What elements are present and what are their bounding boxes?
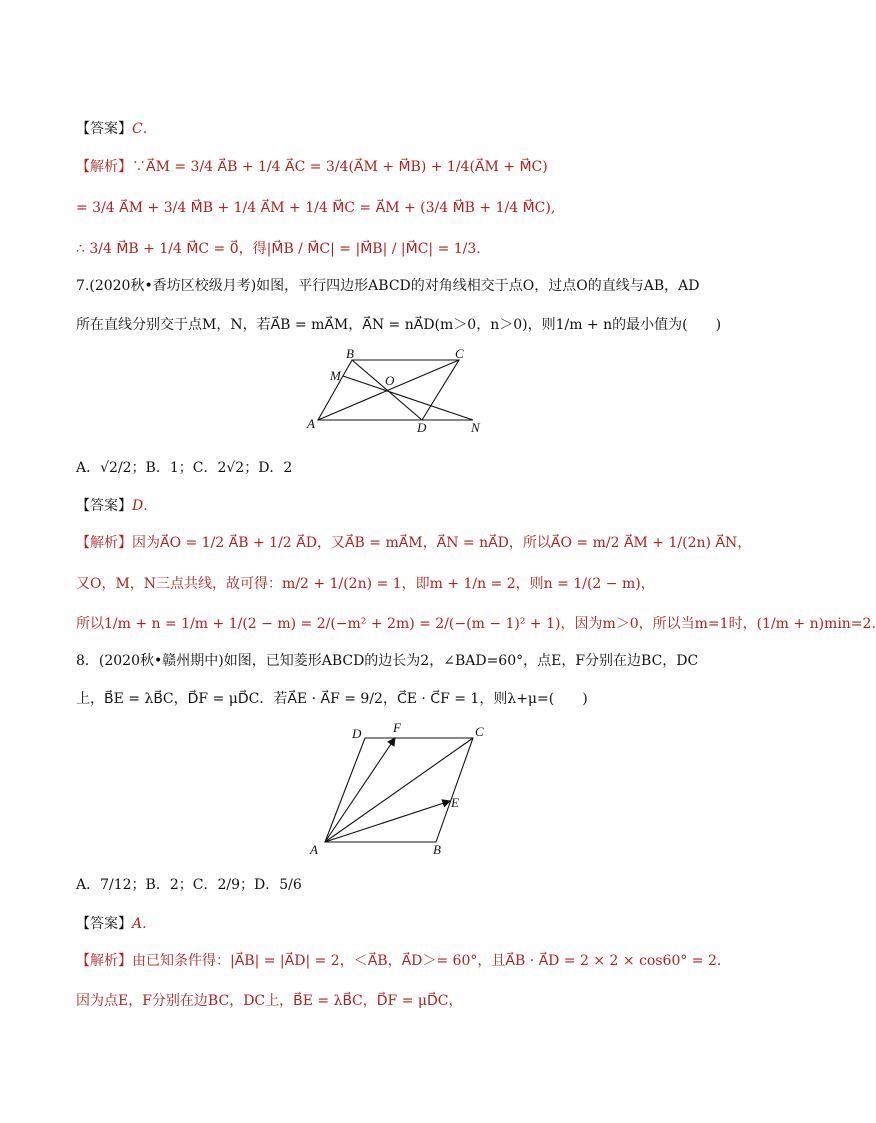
solution-6-line-1: 【解析】∵A⃗M = 3/4 A⃗B + 1/4 A⃗C = 3/4(A⃗M + M⃗B) + 1/4(A⃗M + M⃗C) — [76, 159, 548, 175]
diagonal-bd — [352, 360, 422, 420]
label-b: B — [346, 346, 354, 361]
answer-8: 【答案】A. — [76, 916, 147, 932]
label-f: F — [393, 720, 401, 735]
label-d: D — [417, 420, 427, 435]
label-n: N — [471, 420, 480, 435]
label-e: E — [451, 795, 459, 810]
question-7-line-1: 7.(2020秋•香坊区校级月考)如图，平行四边形ABCD的对角线相交于点O，过点O的直线与AB，AD — [76, 278, 700, 294]
vector-ac — [325, 738, 473, 842]
solution-6-line-2: = 3/4 A⃗M + 3/4 M⃗B + 1/4 A⃗M + 1/4 M⃗C = A⃗M + (3/4 M⃗B + 1/4 M⃗C), — [76, 200, 556, 216]
label-c: C — [475, 724, 484, 739]
answer-7: 【答案】D. — [76, 498, 148, 514]
solution-7-line-2: 又O，M，N三点共线，故可得：m/2 + 1/(2n) = 1，即m + 1/n = 2，则n = 1/(2 − m)， — [76, 576, 655, 592]
answer-6: 【答案】C. — [76, 121, 148, 137]
answer-7-value: D. — [132, 498, 148, 514]
figure-rhombus — [300, 718, 500, 858]
vector-af — [325, 738, 395, 842]
solution-6-line-3: ∴ 3/4 M⃗B + 1/4 M⃗C = 0⃗，得|M⃗B / M⃗C| = |M⃗B| / |M⃗C| = 1/3. — [76, 241, 481, 257]
solution-8-line-2: 因为点E，F分别在边BC，DC上，B⃗E = λB⃗C，D⃗F = μD⃗C， — [76, 993, 463, 1009]
solution-7-line-1: 【解析】因为A⃗O = 1/2 A⃗B + 1/2 A⃗D，又A⃗B = mA⃗M，A⃗N = nA⃗D，所以A⃗O = m/2 A⃗M + 1/(2n) A⃗N， — [76, 535, 752, 551]
answer-6-value: C. — [132, 121, 148, 137]
label-a: A — [310, 842, 318, 857]
label-c: C — [455, 346, 464, 361]
vector-ae — [325, 801, 450, 842]
question-8-line-1: 8．(2020秋•赣州期中)如图，已知菱形ABCD的边长为2，∠BAD=60°，点E，F分别在边BC，DC — [76, 653, 699, 669]
figure-parallelogram — [305, 346, 495, 435]
label-a: A — [307, 416, 315, 431]
options-7: A．√2/2；B．1；C．2√2；D．2 — [76, 460, 293, 476]
label-b: B — [433, 842, 441, 857]
solution-7-line-3: 所以1/m + n = 1/m + 1/(2 − m) = 2/(−m² + 2m) = 2/(−(m − 1)² + 1)，因为m＞0，所以当m=1时，(1/m + n)min=2. — [76, 616, 876, 632]
label-m: M — [330, 368, 341, 383]
line-mn — [343, 376, 473, 420]
question-7-line-2: 所在直线分别交于点M，N，若A⃗B = mA⃗M，A⃗N = nA⃗D(m＞0，n＞0)，则1/m + n的最小值为( ) — [76, 317, 722, 333]
label-d: D — [352, 726, 362, 741]
solution-8-line-1: 【解析】由已知条件得：|A⃗B| = |A⃗D| = 2，＜A⃗B，A⃗D＞= 60°，且A⃗B · A⃗D = 2 × 2 × cos60° = 2. — [76, 953, 722, 969]
question-8-line-2: 上，B⃗E = λB⃗C，D⃗F = μD⃗C．若A⃗E · A⃗F = 9/2，C⃗E · C⃗F = 1，则λ+μ=( ) — [76, 691, 588, 707]
label-o: O — [385, 373, 395, 388]
answer-8-value: A. — [132, 916, 147, 932]
options-8: A．7/12；B．2；C．2/9；D．5/6 — [76, 877, 302, 893]
